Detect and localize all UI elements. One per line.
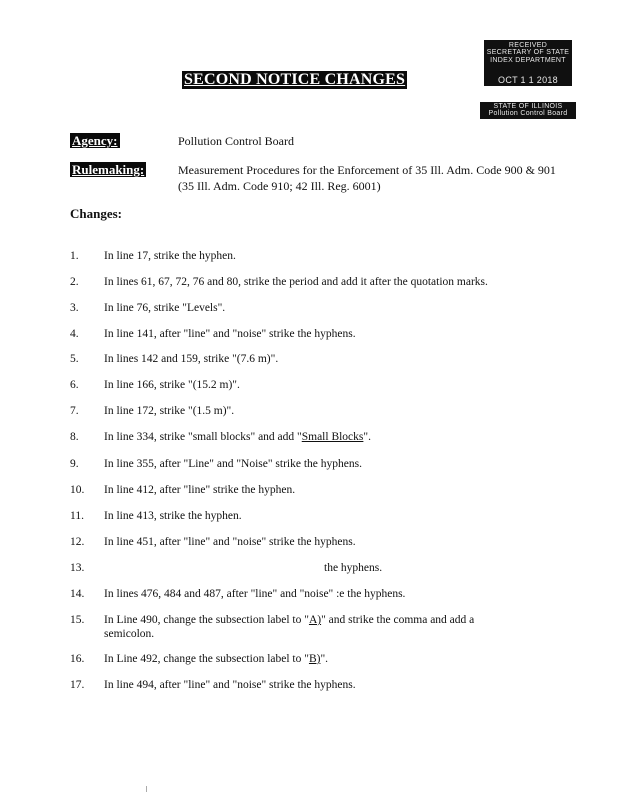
change-number: 10. xyxy=(70,484,85,496)
change-text: In lines 142 and 159, strike "(7.6 m)". xyxy=(104,353,279,365)
change-text: In lines 476, 484 and 487, after "line" and "noise" :e the hyphens. xyxy=(104,588,406,600)
received-stamp xyxy=(484,40,572,86)
stamp-line-3: INDEX DEPARTMENT xyxy=(490,56,566,64)
change-text: In line 494, after "line" and "noise" strike the hyphens. xyxy=(104,679,356,691)
change-number: 4. xyxy=(70,328,79,340)
change-text: In line 412, after "line" strike the hyphen. xyxy=(104,484,296,496)
change-text: In line 76, strike "Levels". xyxy=(104,302,226,314)
change-number: 11. xyxy=(70,510,84,522)
agency-value: Pollution Control Board xyxy=(178,134,295,148)
change-text: In line 141, after "line" and "noise" strike the hyphens. xyxy=(104,328,356,340)
page-title: SECOND NOTICE CHANGES xyxy=(184,71,406,88)
agency-label: Agency: xyxy=(72,133,118,148)
stamp-date: OCT 1 1 2018 xyxy=(498,75,558,86)
change-text: In line 413, strike the hyphen. xyxy=(104,510,242,522)
change-text: In line 166, strike "(15.2 m)". xyxy=(104,379,240,391)
change-number: 9. xyxy=(70,458,79,470)
stamp-line-1: RECEIVED xyxy=(508,42,548,49)
source-stamp xyxy=(480,102,576,119)
change-text: In line 451, after "line" and "noise" strike the hyphens. xyxy=(104,536,356,548)
change-text: In Line 492, change the subsection label to "B)". xyxy=(104,653,329,665)
underlined-insertion: B) xyxy=(308,653,321,665)
change-text: In line 17, strike the hyphen. xyxy=(104,250,236,262)
stamp-line-2: SECRETARY OF STATE xyxy=(486,49,570,57)
change-number: 5. xyxy=(70,353,79,365)
scan-mark xyxy=(146,786,147,792)
change-text: In line 172, strike "(1.5 m)". xyxy=(104,405,235,417)
change-text: the hyphens. xyxy=(324,562,383,574)
change-number: 1. xyxy=(70,250,79,262)
change-number: 14. xyxy=(70,588,85,600)
change-number: 12. xyxy=(70,536,85,548)
source-stamp-line-1: STATE OF ILLINOIS xyxy=(493,103,563,110)
change-number: 17. xyxy=(70,679,85,691)
source-stamp-line-2: Pollution Control Board xyxy=(488,110,568,118)
change-text: In Line 490, change the subsection label to "A)" and strike the comma and add a semicolon. xyxy=(104,614,475,640)
underlined-insertion: Small Blocks xyxy=(301,431,364,443)
change-text: In line 355, after "Line" and "Noise" strike the hyphens. xyxy=(104,458,362,470)
change-number: 13. xyxy=(70,562,85,574)
change-number: 7. xyxy=(70,405,79,417)
change-number: 2. xyxy=(70,276,79,288)
change-number: 8. xyxy=(70,431,79,443)
rulemaking-value: Measurement Procedures for the Enforcement of 35 Ill. Adm. Code 900 & 901 (35 Ill. Adm. Code 910; 42 Ill. Reg. 6001) xyxy=(178,163,556,193)
underlined-insertion: A) xyxy=(308,614,322,626)
change-number: 15. xyxy=(70,614,85,626)
changes-heading: Changes: xyxy=(70,206,123,221)
rulemaking-label: Rulemaking: xyxy=(72,162,145,177)
change-number: 3. xyxy=(70,302,79,314)
change-text: In lines 61, 67, 72, 76 and 80, strike the period and add it after the quotation marks. xyxy=(104,276,488,288)
change-number: 16. xyxy=(70,653,85,665)
change-text: In line 334, strike "small blocks" and add "Small Blocks". xyxy=(104,431,371,443)
change-number: 6. xyxy=(70,379,79,391)
